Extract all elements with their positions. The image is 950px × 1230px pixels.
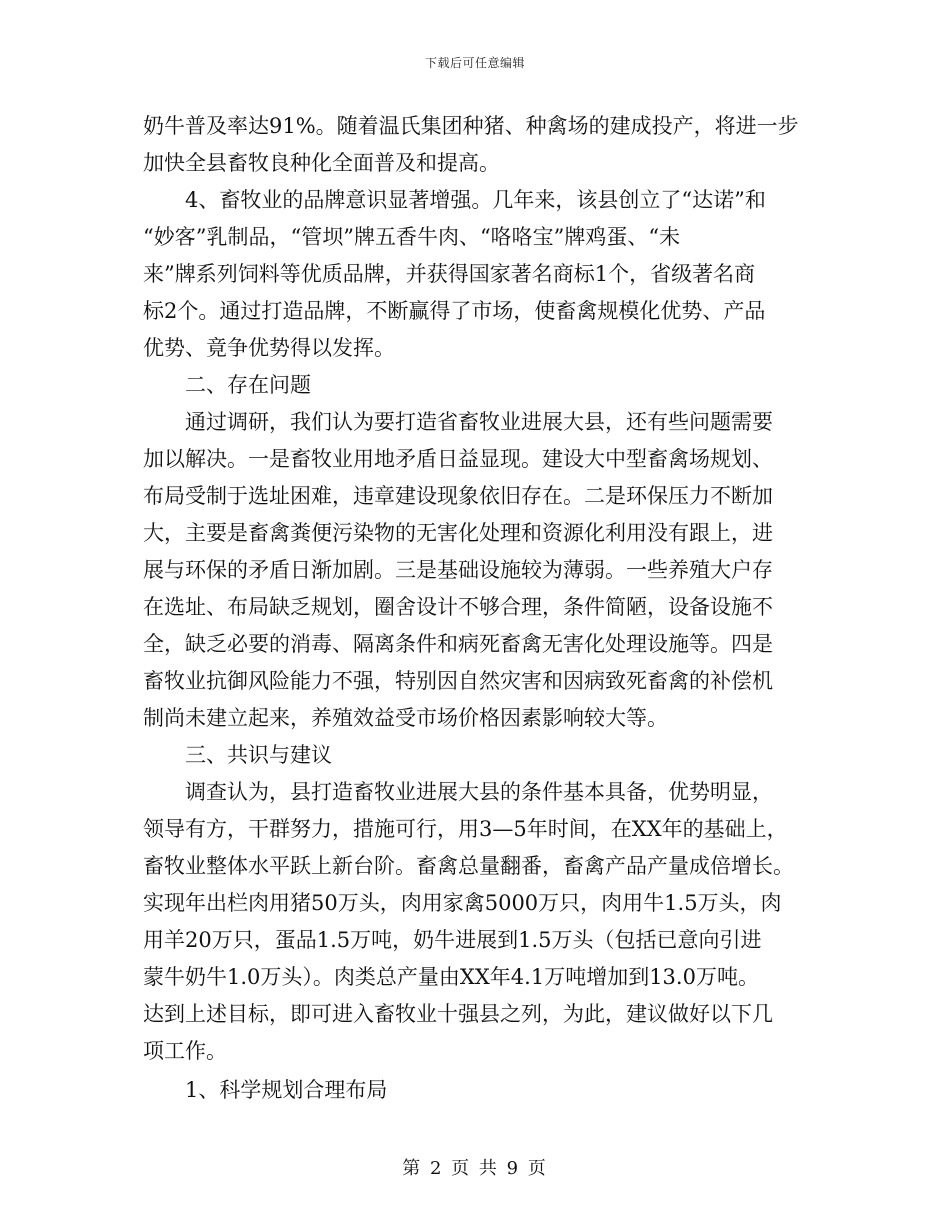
text-line: 加快全县畜牧良种化全面普及和提高。	[143, 151, 500, 175]
text-line: 项工作。	[143, 1039, 227, 1063]
text-line: 实现年出栏肉用猪50万头，肉用家禽5000万只，肉用牛1.5万头，肉	[143, 891, 782, 915]
text-line: 达到上述目标，即可进入畜牧业十强县之列，为此，建议做好以下几	[143, 1002, 773, 1026]
text-line: 在选址、布局缺乏规划，圈舍设计不够合理，条件简陋，设备设施不	[143, 595, 773, 619]
page-header: 下载后可任意编辑	[424, 56, 525, 70]
text-line: 全，缺乏必要的消毒、隔离条件和病死畜禽无害化处理设施等。四是	[143, 632, 773, 656]
text-line: 蒙牛奶牛1.0万头）。肉类总产量由XX年4.1万吨增加到13.0万吨。	[143, 965, 759, 989]
text-line: “妙客”乳制品，“管坝”牌五香牛肉、“咯咯宝”牌鸡蛋、“未	[143, 225, 681, 249]
text-line: 畜牧业抗御风险能力不强，特别因自然灾害和因病致死畜禽的补偿机	[143, 669, 773, 693]
page-number-footer: 第 2 页 共 9 页	[402, 1158, 548, 1179]
text-line: 布局受制于选址困难，违章建设现象依旧存在。二是环保压力不断加	[143, 484, 773, 508]
section-heading: 二、存在问题	[185, 373, 311, 397]
text-line: 大，主要是畜禽粪便污染物的无害化处理和资源化利用没有跟上，进	[143, 521, 773, 545]
text-line: 制尚未建立起来，养殖效益受市场价格因素影响较大等。	[143, 706, 668, 730]
text-line: 调查认为，县打造畜牧业进展大县的条件基本具备，优势明显，	[185, 780, 773, 804]
text-line: 奶牛普及率达91%。随着温氏集团种猪、种禽场的建成投产，将进一步	[143, 114, 799, 138]
text-line: 4、畜牧业的品牌意识显著增强。几年来，该县创立了“达诺”和	[185, 188, 766, 212]
text-line: 优势、竟争优势得以发挥。	[143, 336, 395, 360]
text-line: 用羊20万只，蛋品1.5万吨，奶牛进展到1.5万头（包括已意向引进	[143, 928, 762, 952]
text-line: 畜牧业整体水平跃上新台阶。畜禽总量翻番，畜禽产品产量成倍增长。	[143, 854, 794, 878]
text-line: 标2个。通过打造品牌，不断赢得了市场，使畜禽规模化优势、产品	[143, 299, 766, 323]
text-line: 展与环保的矛盾日渐加剧。三是基础设施较为薄弱。一些养殖大户存	[143, 558, 773, 582]
section-heading: 三、共识与建议	[185, 743, 332, 767]
text-line: 来”牌系列饲料等优质品牌，并获得国家著名商标1个，省级著名商	[143, 262, 756, 286]
subsection-heading: 1、科学规划合理布局	[185, 1078, 388, 1102]
text-line: 通过调研，我们认为要打造省畜牧业进展大县，还有些问题需要	[185, 410, 773, 434]
text-line: 加以解决。一是畜牧业用地矛盾日益显现。建设大中型畜禽场规划、	[143, 447, 773, 471]
text-line: 领导有方，干群努力，措施可行，用3—5年时间，在XX年的基础上，	[143, 817, 788, 841]
